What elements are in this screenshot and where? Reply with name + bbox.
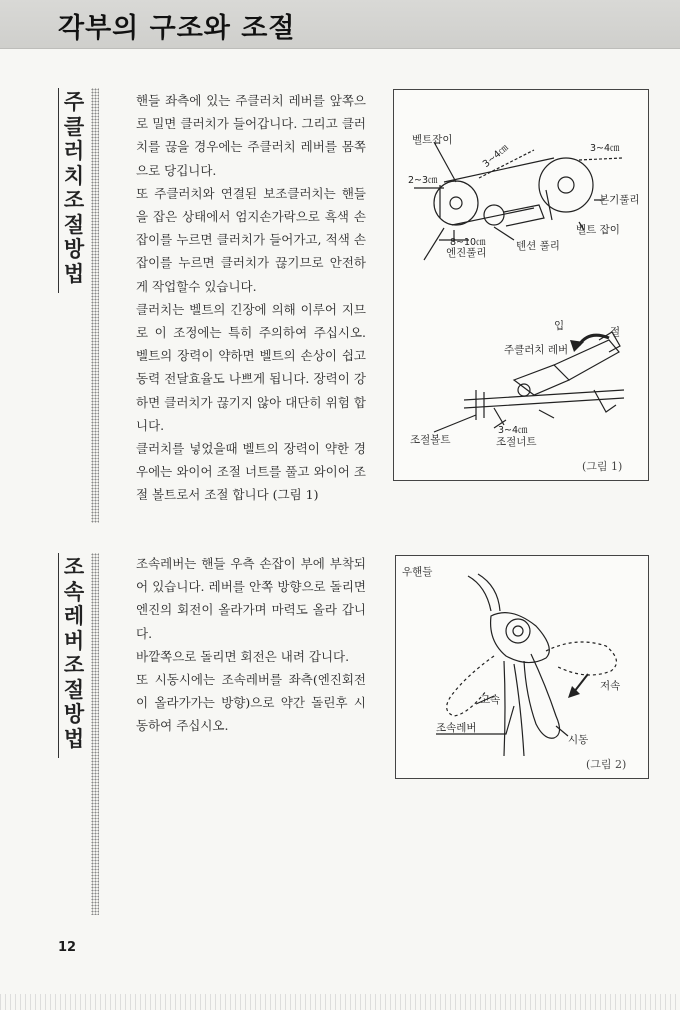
figure-caption: (그림 1) [582,460,623,473]
label-dim: 8~10㎝ [450,237,486,248]
paragraph: 클러치는 벨트의 긴장에 의해 이루어 지므로 이 조정에는 특히 주의하여 주십시오. 벨트의 장력이 약하면 벨트의 손상이 쉽고 동력 전달효율도 나쁘게 됩니다. 장력이 강하면 클러치가 끊기지 않아 대단히 위험 합니다. [136,301,366,433]
section-rule [58,553,59,758]
section-title-speed: 조속레버 조절방법 [63,555,85,751]
paragraph: 클러치를 넣었을때 벨트의 장력이 약한 경우에는 와이어 조절 너트를 풀고 와이어 조절 볼트로서 조절 합니다 (그림 1) [136,441,366,503]
footer-texture [0,994,680,1010]
paragraph: 바깥쪽으로 돌리면 회전은 내려 갑니다. [136,648,350,664]
label-tension-pulley: 텐션 풀리 [516,240,560,252]
label-dim: 3~4㎝ [590,143,620,154]
label-high: 고속 [480,694,501,706]
speed-text [136,552,366,738]
page-header [0,0,680,49]
figure-2 [395,555,649,779]
dotted-border [91,553,99,915]
label-engine-pulley: 엔진풀리 [446,247,487,259]
page-title: 각부의 구조와 조절 [58,13,296,44]
label-clutch-lever: 주클러치 레버 [504,344,569,356]
section-title-clutch: 주클러치 조절방법 [63,90,85,286]
figure-caption: (그림 2) [586,758,627,771]
label-dim: 3~4㎝ [480,142,511,170]
label-adj-nut: 조절너트 [496,436,537,448]
paragraph: 조속레버는 핸들 우측 손잡이 부에 부착되어 있습니다. 레버를 안쪽 방향으로 돌리면 엔진의 회전이 올라가며 마력도 올라 갑니다. [136,556,366,641]
label-adj-bolt: 조절볼트 [410,434,451,446]
label-right-handle: 우핸들 [402,566,433,578]
section-rule [58,88,59,293]
label-off: 절 [610,326,621,338]
speed-lever-diagram [396,556,648,778]
dotted-border [91,88,99,523]
paragraph: 또 시동시에는 조속레버를 좌측(엔진회전이 올라가가는 방향)으로 약간 돌린후 시동하여 주십시오. [136,672,366,734]
page-number: 12 [58,940,77,955]
clutch-text [136,89,366,507]
label-dim: 3~4㎝ [498,425,528,436]
label-dim: 2~3㎝ [408,175,438,186]
label-main-pulley: 본기풀리 [599,194,640,206]
label-in: 입 [554,320,565,332]
label-low: 저속 [600,680,621,692]
figure-1 [393,89,649,481]
label-start: 시동 [568,734,589,746]
label-speed-lever: 조속레버 [436,722,477,734]
paragraph: 핸들 좌측에 있는 주클러치 레버를 앞쪽으로 밀면 클러치가 들어갑니다. 그리고 클러치를 끊을 경우에는 주클러치 레버를 몸쪽으로 당깁니다. [136,93,366,178]
label-belt-grip: 벨트잡이 [412,134,453,146]
label-belt-grip-2: 벨트 잡이 [576,224,620,236]
paragraph: 또 주클러치와 연결된 보조클러치는 핸들을 잡은 상태에서 엄지손가락으로 흑색 손잡이를 누르면 클러치가 들어가고, 적색 손잡이를 누르면 클러치가 끊기므로 안전하게 작업할수 있습니다. [136,185,366,294]
